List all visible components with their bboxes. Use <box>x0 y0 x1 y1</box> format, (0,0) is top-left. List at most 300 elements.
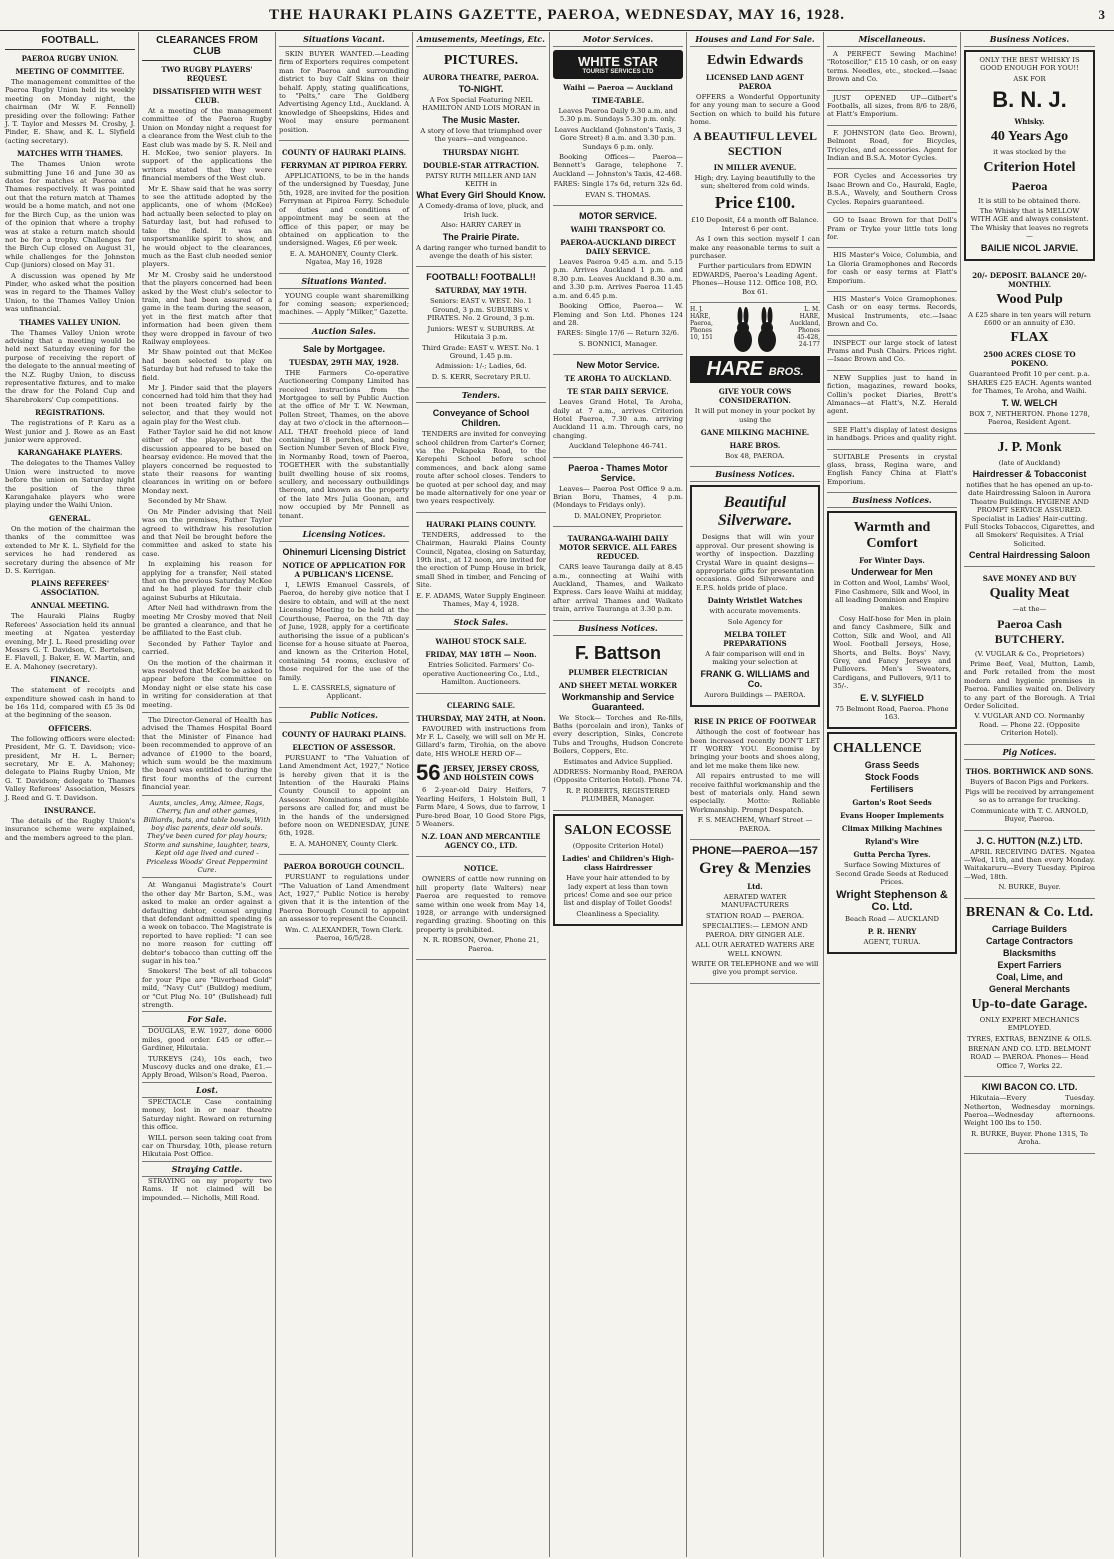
service-line: Coal, Lime, and <box>996 971 1063 982</box>
classified-heading: Business Notices. <box>827 493 957 508</box>
ad-signature: Central Hairdressing Saloon <box>968 550 1091 561</box>
subheading: INSURANCE. <box>44 806 96 816</box>
column-amusements <box>413 32 550 1557</box>
sharemilker-ad <box>279 289 409 324</box>
route: Waihi — Paeroa — Auckland <box>563 83 673 92</box>
ad-signature: D. MALONEY, Proprietor. <box>574 511 662 520</box>
article-paragraph: The following officers were elected: President, Mr G. T. Davidson; vice-president, Mr H. L. Berner; secretary, Mr E. A. Mahoney; delegate to Plains Rugby Union, Mr G. T. Davidson; delegate to Thames Valley Referees' Association, Messrs J. Reed and G. T. Davidson. <box>5 734 135 802</box>
product-line: Garton's Root Seeds <box>852 798 932 808</box>
clearing-sale-ad <box>416 694 546 858</box>
ad-text: OFFERS a Wonderful Opportunity for any young man to secure a Good Section on which to build his future home. <box>690 93 820 127</box>
ad-text: APPLICATIONS, to be in the hands of the undersigned by Tuesday, June 5th, 1928, are invited for the position Ferryman at Pipiroa Ferry. Schedule of duties and conditions of appointment may be seen at the office of this paper, or may be obtained on application to the undersigned. Wages, £6 per week. <box>279 172 409 248</box>
article-paragraph: Seconded by Mr Shaw. <box>148 497 227 506</box>
divider <box>142 795 272 796</box>
ad-title: MOTOR SERVICE. <box>579 211 657 222</box>
logo-subtext: BROS. <box>768 366 804 379</box>
timetable-heading: TIME-TABLE. <box>591 96 645 105</box>
ad-text: It is still to be obtained there. <box>978 196 1081 205</box>
warmth-comfort-ad <box>827 511 957 729</box>
ad-text: A £25 share in ten years will return £600 or an annuity of £30. <box>968 310 1091 328</box>
ad-text: —at the— <box>1012 605 1047 614</box>
tobacco-ad: Smokers! The best of all tobaccos for your Pipe are "Riverhead Gold" mild, "Navy Cut" (Bulldog) medium, or "Cut Plug No. 10" (Bullshead) full strength. <box>142 967 272 1010</box>
ad-text: in Cotton and Wool, Lambs' Wool, Fine Cashmere, Silk and Wool, in all leading Dominion and Empire makes. <box>833 579 951 613</box>
ad-signature: E. F. ADAMS, Water Supply Engineer. Thames, May 4, 1928. <box>416 591 546 609</box>
classified-heading: Stock Sales. <box>416 615 546 630</box>
ad-date: THURSDAY, MAY 24TH, at Noon. <box>416 713 546 723</box>
kiwi-bacon-ad <box>964 1077 1095 1153</box>
ad-subtitle: MELBA TOILET PREPARATIONS <box>723 629 787 648</box>
ad-text: TENDERS, addressed to the Chairman, Hauraki Plains County Council, Ngatea, closing on Saturday, 19th inst., at 12 noon, are invited for the erection of Pump House in brick, small Shed in timber, and Fencing of Site. <box>416 530 546 590</box>
ad-text: WRITE OR TELEPHONE and we will give you prompt service. <box>691 959 819 977</box>
classified-heading: Miscellaneous. <box>827 32 957 47</box>
ad-text: NEW Supplies just to hand in fiction, magazines, reward books, Collin's pocket Diaries, Brett's Almanacs—at Flatt's, N.Z. Herald agent. <box>827 373 957 416</box>
ad-text: Cleanliness a Speciality. <box>576 909 660 918</box>
ad-subtitle: AND SHEET METAL WORKER <box>558 680 678 690</box>
ad-text: FOR Cycles and Accessories try Isaac Brown and Co., Hauraki, Eagle, B.S.A., Wavely, and Southern Cross Cycles. Repairs guaranteed. <box>827 172 957 206</box>
football-fixture-ad <box>416 267 546 388</box>
ad-text: A Comedy-drama of love, pluck, and Irish luck. <box>418 202 544 219</box>
ad-text: Third Grade: EAST v. WEST. No. 1 Ground, 1.45 p.m. <box>422 343 540 360</box>
ad-subtitle: 2500 ACRES CLOSE TO POKENO. <box>983 350 1076 369</box>
misc-ad <box>827 91 957 126</box>
ad-title: PAEROA BOROUGH COUNCIL. <box>283 862 405 872</box>
waihou-stock-sale-ad <box>416 630 546 693</box>
subheading: TWO RUGBY PLAYERS' REQUEST. <box>161 65 253 83</box>
ad-text: FARES: Single 17/6 — Return 32/6. <box>557 329 679 338</box>
hare-logo <box>690 356 820 383</box>
service-line: General Merchants <box>988 983 1071 994</box>
columns <box>2 32 1112 1557</box>
ad-text: TENDERS are invited for conveying school children from Carter's Corner, via the Pekapeka Road, to the Kerepehi School before school commences, and back along same route after school closes. Tenders to be quoted at per school day, and may be made alternatively for one year or two years respectively. <box>416 430 547 506</box>
ad-title: COUNTY OF HAURAKI PLAINS. <box>281 729 407 739</box>
classified-heading: Licensing Notices. <box>279 527 409 542</box>
ad-signature: EVAN S. THOMAS. <box>585 190 651 199</box>
tauranga-waihi-ad <box>553 527 683 620</box>
column-clearances <box>139 32 276 1557</box>
ad-signature: Wm. C. ALEXANDER, Town Clerk. Paeroa, 16/5/28. <box>284 925 404 943</box>
ad-title: PICTURES. <box>443 53 519 68</box>
ad-text: A PERFECT Sewing Machine! "Rotoscillor," £15 10 cash, or on easy terms. Needles, etc., stocked.—Isaac Brown and Co. <box>827 50 957 84</box>
ad-text: SUITABLE Presents in crystal glass, brass, Regina ware, and English Fancy China at Flatt's Emporium. <box>827 452 957 486</box>
column-miscellaneous <box>824 32 961 1557</box>
ad-text: notifies that he has opened an up-to-date Hairdressing Saloon in Aurora Theatre Buildings. HYGIENE AND PROMPT SERVICE ASSURED. Specialist in Ladies' Hair-cutting. Full Stocks Tobaccos, Cigarettes, and all Smokers' Requisites. A Trial Solicited. <box>964 480 1095 548</box>
ad-text: I, LEWIS Emanuel Cassrels, of Paeroa, do hereby give notice that I desire to obtain, and will at the next Licensing Meeting to be held at the Courthouse, Paeroa, on the 7th day of June, 1928, apply for a certificate authorising the issue of a publican's license for a house situate at Paeroa, and known as the Criterion Hotel, containing 54 rooms, exclusive of those required for the use of the family. <box>279 581 409 682</box>
ad-subtitle: Ltd. <box>747 882 763 892</box>
service-line: Carriage Builders <box>991 923 1068 934</box>
ad-signature: T. W. WELCH <box>1001 397 1058 408</box>
masthead-title: THE HAURAKI PLAINS GAZETTE, PAEROA, WEDNESDAY, MAY 16, 1928. <box>268 6 846 23</box>
herd-number: 56 <box>416 760 441 786</box>
silverware-ad <box>690 485 820 707</box>
skin-buyer-ad <box>279 47 409 141</box>
agent-name: P. R. HENRY <box>867 926 917 936</box>
subheading: FINANCE. <box>50 675 90 685</box>
ad-title: FOOTBALL! FOOTBALL!! <box>426 272 536 283</box>
ad-text: TYRES, EXTRAS, BENZINE & OILS. <box>967 1034 1092 1043</box>
article-paragraph: The delegates to the Thames Valley Union were instructed to move before the union on Saturday night the position of the three Karangahake players who were playing under the Waihi Union. <box>5 459 135 510</box>
auctioneer: N.Z. LOAN AND MERCANTILE AGENCY CO., LTD. <box>421 832 541 851</box>
misc-ad <box>827 248 957 292</box>
ad-text: Designs that will win your approval. Our present showing is worthy of inspection. Dazzling Crystal Ware in quaint designs—appropriate gifts for presentation occasions. Good Silverware and E.P.S. holds pride of place. <box>696 533 814 592</box>
article-paragraph: On the motion of the chairman it was resolved that McKee be asked to appear before the committee on Monday night or else state his case in writing for consideration at that meeting. <box>142 658 272 709</box>
ad-phone: PHONE—PAEROA—157 <box>692 845 818 858</box>
ad-text: PURSUANT to "The Valuation of Land Amendment Act, 1927," Notice is hereby given that it is the Intention of the Hauraki Plains County Council to appoint an Assessor. Nominations of eligible persons are called for, and must be in the hands of the undersigned before noon on WEDNESDAY, JUNE 6th, 1928. <box>279 753 409 838</box>
divider <box>142 712 272 713</box>
ad-text: Although the cost of footwear has been increased recently DON'T LET IT WORRY YOU. Economise by bringing your boots and shoes along, and let me make them like new. <box>690 728 820 770</box>
ad-title: RISE IN PRICE OF FOOTWEAR <box>693 717 817 727</box>
salon-ecosse-ad <box>553 814 683 926</box>
ad-subtitle: WAIHI TRANSPORT CO. <box>570 225 666 235</box>
ad-text: Buyers of Bacon Pigs and Porkers. <box>970 777 1089 786</box>
product-line: Climax Milking Machines <box>841 824 943 834</box>
ad-signature: Wright Stephenson & Co. Ltd. <box>836 888 948 913</box>
classified-heading: Straying Cattle. <box>142 1161 272 1177</box>
licensing-ad <box>279 542 409 708</box>
ad-subtitle: Whisky. <box>1014 117 1045 127</box>
subheading: ANNUAL MEETING. <box>30 601 110 611</box>
ad-title: Edwin Edwards <box>706 53 804 68</box>
column-business-notices <box>961 32 1098 1557</box>
ad-text: GO to Isaac Brown for that Doll's Pram or Tryke your little tots long for. <box>827 216 957 241</box>
battson-ad <box>553 636 683 811</box>
misc-ad <box>827 292 957 336</box>
ad-signature: E. A. MAHONEY, County Clerk. <box>289 839 399 848</box>
ad-signature: N. R. ROBSON, Owner, Phone 21, Paeroa. <box>422 936 540 953</box>
article-paragraph: At Wanganui Magistrate's Court the other day Mr Barton, S.M., was asked to make an order against a defaulting debtor, counsel arguing that defendant admitted spending 6s a week on tobacco. The Magistrate is reported to have replied: "I can see no more reason for cutting off debtor's tobacco than cutting off the sugar in his tea." <box>142 881 272 965</box>
ad-text: A story of love that triumphed over the years—and vengeance. <box>420 126 542 144</box>
ad-text: Aurora Buildings — PAEROA. <box>704 690 806 699</box>
ad-subtitle: For Winter Days. <box>859 556 925 566</box>
ad-subtitle: TE STAR DAILY SERVICE. <box>567 387 669 397</box>
ad-text: It will put money in your pocket by using the <box>694 407 816 424</box>
ad-title: TAURANGA-WAIHI DAILY MOTOR SERVICE. ALL FARES REDUCED. <box>559 534 677 562</box>
article-paragraph: A discussion was opened by Mr Pinder, who asked what the position was in regard to the Thames Valley Union, to the Thames Valley Union was unfinancial. <box>5 271 135 314</box>
footwear-ad <box>690 710 820 840</box>
contact-right: L. M. HARE, Auckland, Phones 45-428, 24-177 <box>790 306 821 349</box>
ad-text: Leaves Paeroa Daily 9.30 a.m. and 5.30 p.m. Sundays 5.30 p.m. only. <box>558 107 678 124</box>
ad-signature: S. BONNICI, Manager. <box>578 339 658 348</box>
classified-heading: Business Notices. <box>553 621 683 636</box>
edwin-edwards-ad <box>690 47 820 303</box>
ad-text: Have your hair attended to by lady expert at less than town prices! Come and see our price list and display of Toilet Goods! <box>563 874 673 908</box>
ad-text: Communicate with T. C. ARNOLD, Buyer, Paeroa. <box>970 806 1089 824</box>
ad-title: Ohinemuri Licensing District <box>282 547 406 558</box>
hare-contacts <box>690 306 820 356</box>
film-title: The Prairie Pirate. <box>442 231 520 242</box>
hare-rabbits-icon <box>725 306 785 356</box>
article-paragraph: Mr E. Shaw said that he was sorry to see the attitude adopted by the applicants, one of whom (McKee) had actually been selected to play on Saturday last, but had refused to take the field. It was an unsportsmanlike spirit to show, and he would object to the clearances, much as the East club needed senior players. <box>142 184 272 269</box>
article-paragraph: On the motion of the chairman the thanks of the committee was extended to Mr K. L. Slyfield for the services he had rendered as secretary during the absence of Mr D. S. Kerrigan. <box>5 524 135 575</box>
ad-text: Booking Offices— Paeroa—Bennett's Garage, telephone 7. Auckland — Johnston's Taxis, 42-468. <box>553 153 683 178</box>
ad-subtitle: NOTICE OF APPLICATION FOR A PUBLICAN'S LICENSE. <box>282 561 406 580</box>
ad-signature: E. V. SLYFIELD <box>860 692 924 703</box>
ad-headline: A BEAUTIFUL LEVEL SECTION <box>692 128 818 158</box>
ad-subtitle: Ladies' and Children's High-class Hairdresser <box>562 854 674 873</box>
ad-title: THOS. BORTHWICK AND SONS. <box>965 766 1094 776</box>
ad-subtitle: ELECTION OF ASSESSOR. <box>292 742 396 752</box>
butchery-ad <box>964 567 1095 744</box>
subheading: PAEROA RUGBY UNION. <box>21 54 119 63</box>
misc-ad <box>827 423 957 450</box>
ad-text: ASK FOR <box>1013 74 1046 83</box>
classified-ad: SPECTACLE Case containing money, lost in or near theatre Saturday night. Reward on returning this office. <box>142 1097 272 1132</box>
brand-name: B. N. J. <box>992 87 1067 113</box>
herd-desc: JERSEY, JERSEY CROSS, AND HOLSTEIN COWS <box>443 764 540 783</box>
ad-text: Pigs will be received by arrangement so as to arrange for trucking. <box>965 788 1094 805</box>
ad-subtitle: TO-NIGHT. <box>458 84 504 94</box>
ad-title: J. C. HUTTON (N.Z.) LTD. <box>976 835 1083 846</box>
ad-signature: BAILIE NICOL JARVIE. <box>980 242 1079 253</box>
ad-text: Juniors: WEST v. SUBURBS. At Hikutaia 3 p.m. <box>427 324 535 342</box>
ad-signature: R. P. ROBERTS, REGISTERED PLUMBER, Manager. <box>566 786 670 804</box>
ad-title: WAIHOU STOCK SALE. <box>435 637 527 647</box>
ad-subtitle: PLUMBER ELECTRICIAN <box>568 667 668 677</box>
logo-text: HARE <box>706 358 764 381</box>
ad-text: PURSUANT to regulations under "The Valuation of Land Amendment Act, 1927," Public Notice is hereby given that it is the intention of the Paeroa Borough Council to appoint an assessor to represent the Council. <box>279 873 409 924</box>
misc-ad <box>827 450 957 494</box>
article-paragraph: The Thames Valley Union wrote advising that a meeting would be held next Saturday evening for the purpose of receiving the report of the delegate to the annual meeting of the N.Z. Rugby Union, to discuss representative fixtures, and to make the draw for the Poland Cup and Sharebrokers' Cup competitions. <box>5 328 135 404</box>
ad-title: SALON ECOSSE <box>564 822 672 838</box>
ad-slogan: Workmanship and Service Guaranteed. <box>561 691 675 712</box>
ad-text: PATSY RUTH MILLER AND IAN KEITH in <box>425 171 537 189</box>
classified-heading: Business Notices. <box>690 467 820 482</box>
article-paragraph: The statement of receipts and expenditure showed cash in hand to be 16s 11d, compared with £5 3s 0d at the beginning of the season. <box>5 686 135 720</box>
subheading: THAMES VALLEY UNION. <box>19 317 121 327</box>
ad-text: Prime Beef, Veal, Mutton, Lamb, and Pork retailed from the most modern and hygienic premises in Paeroa. Families waited on. Delivery to any part of the Borough. A Trial Order Solicited. <box>964 659 1095 710</box>
ad-text: Surface Sowing Mixtures of Second Grade Seeds at Reduced Prices. <box>835 861 949 887</box>
article-paragraph: After Neil had withdrawn from the meeting Mr Crosby moved that Neil be granted a clearance, and that he be affiliated to the East club. <box>142 604 272 638</box>
ad-text: Hikutaia—Every Tuesday. Netherton, Wednesday mornings. Paeroa—Wednesday afternoons. Weight 100 lbs to 150. <box>964 1094 1095 1128</box>
column-motor-services <box>550 32 687 1557</box>
ad-title: Warmth and Comfort <box>853 520 931 552</box>
service-line: Expert Farriers <box>997 959 1062 970</box>
ad-title: BRENAN & Co. Ltd. <box>965 904 1094 920</box>
article-paragraph: The management committee of the Paeroa Rugby Union held its weekly meeting on Monday night, the chairman (Mr W. F. Fennell) presiding over the following: Father J. T. Taylor and Messrs M. Crosby, J. Pinder, E. Shaw, and K. L. Slyfield (acting secretary). <box>5 78 135 145</box>
ad-text: THE Farmers Co-operative Auctioneering Company Limited has received instructions from the Mortgagee to sell by Public Auction at the office of Mr T. W. Newman, Pollen Street, Thames, on the above day at two o'clock in the afternoon— ALL THAT freehold piece of land containing 18 perches, and being Section Number Seven of Block Five, in Normanby Road, town of Paeroa, TOGETHER with the substantially built dwelling house of six rooms, scullery, and necessary outbuildings thereon, and known as the property of the late Mrs Julia Goonan, and now occupied by Mr Pennell as tenant. <box>279 368 409 520</box>
logo-subtext: TOURIST SERVICES LTD <box>582 69 654 75</box>
ad-text: Further particulars from EDWIN EDWARDS, Paeroa's Leading Agent. Phones—House 112. Office 108, P.O. Box 61. <box>692 262 818 296</box>
product-line: Evans Hooper Implements <box>840 811 944 821</box>
classified-ad: DOUGLAS, E.W. 1927, done 6000 miles, good order. £45 or offer.—Gardiner, Hikutaia. <box>142 1027 272 1053</box>
classified-heading: Public Notices. <box>279 708 409 723</box>
ad-text: ONLY EXPERT MECHANICS EMPLOYED. <box>979 1015 1080 1033</box>
misc-ad <box>827 47 957 91</box>
ad-title: CLEARING SALE. <box>446 700 516 710</box>
challenge-seeds-ad <box>827 732 957 954</box>
ad-title: COUNTY OF HAURAKI PLAINS. <box>281 148 407 158</box>
monk-hairdresser-ad <box>964 434 1095 568</box>
ad-text: 75 Belmont Road, Paeroa. Phone 163. <box>835 704 949 721</box>
ad-headline: Underwear for Men <box>851 567 933 578</box>
ad-title: Conveyance of School Children. <box>432 408 530 429</box>
subheading: OFFICERS. <box>48 723 92 733</box>
grey-menzies-ad <box>690 840 820 984</box>
borough-council-ad <box>279 855 409 949</box>
school-conveyance-ad <box>416 403 546 513</box>
new-motor-service-ad <box>553 355 683 457</box>
ad-text: ALL OUR AERATED WATERS ARE WELL KNOWN. <box>695 941 815 958</box>
ad-text: F. JOHNSTON (late Geo. Brown), Belmont Road, for Bicycles, Tricycles, and accessories. Agent for Indian and B.S.A. Motor Cycles. <box>827 128 957 163</box>
article-paragraph: The Hauraki Plains Rugby Referees' Association held its annual meeting at Ngatea yesterday evening, Mr J. L. Reed presiding over Messrs G. T. Davidson, C. Bertelsen, E. Flavell, J. Baker, E. W. Martin, and E. A. Mahoney (secretary). <box>5 612 135 671</box>
misc-ad <box>827 126 957 170</box>
article-paragraph: The Director-General of Health has advised the Thames Hospital Board that the Minister of Finance had been recommended to approve of an advance of £1900 to the board, which sum would be the maximum the board was entitled to during the first four months of the current financial year. <box>142 716 272 792</box>
ad-title: Sale by Mortgagee. <box>302 343 386 354</box>
ad-text: We Stock— Torches and Re-fills, Baths (porcelain and iron), Tanks of every description, Sinks, Concrete Tubs and Troughs, Hudson Concrete Boilers, Coppers, Etc. <box>553 713 683 756</box>
subheading: KARANGAHAKE PLAYERS. <box>17 448 123 458</box>
ad-signature: N. BURKE, Buyer. <box>998 883 1061 892</box>
ad-title: Grey & Menzies <box>699 860 811 878</box>
hauraki-tender-ad <box>416 513 546 616</box>
ad-text: JUST OPENED UP—Gilbert's Footballs, all sizes, from 8/6 to 28/6, at Flatt's Emporium. <box>827 93 957 119</box>
classified-heading: Auction Sales. <box>279 324 409 339</box>
ad-text: Beach Road — AUCKLAND <box>845 914 939 923</box>
ad-title: HAURAKI PLAINS COUNTY. <box>426 519 536 529</box>
article-paragraph: The details of the Rugby Union's insurance scheme were explained, and the members agreed to the plan. <box>5 817 135 842</box>
ad-text: Leaves— Paeroa Post Office 9 a.m. Brian Boru, Thames, 4 p.m. (Mondays to Fridays only). <box>553 484 683 510</box>
subheading: GENERAL. <box>49 513 91 523</box>
ad-text: YOUNG couple want sharemilking for coming season; experienced; machines. — Apply "Milker," Gazette. <box>279 291 409 317</box>
ad-text: INSPECT our large stock of latest Prams and Push Chairs. Prices right.—Isaac Brown and Co. <box>827 338 957 364</box>
ad-text: AGENT, TURUA. <box>863 937 921 946</box>
ad-text: A Fox Special Featuring NEIL HAMILTON AND LOIS MORAN in <box>422 96 540 113</box>
ad-title: Paeroa - Thames Motor Service. <box>568 462 668 483</box>
subheading: REGISTRATIONS. <box>35 408 105 418</box>
shop-name: Paeroa Cash BUTCHERY. <box>994 616 1065 646</box>
ad-title: KIWI BACON CO. LTD. <box>981 1082 1078 1093</box>
ad-title: J. P. Monk <box>997 439 1062 455</box>
price: Price £100. <box>714 193 796 213</box>
subheading: MEETING OF COMMITTEE. <box>15 67 125 76</box>
ad-date: SATURDAY, MAY 19TH. <box>435 286 527 296</box>
classified-heading: Motor Services. <box>553 32 683 47</box>
white-star-logo <box>553 50 683 79</box>
ad-text: ADDRESS: Normanby Road, PAEROA (Opposite Criterion Hotel). Phone 74. <box>553 768 683 785</box>
product-line: Stock Foods <box>864 772 919 783</box>
section-heading: FOOTBALL. <box>5 32 135 50</box>
ad-text: As I own this section myself I can make any reasonable terms to suit a purchaser. <box>690 235 820 261</box>
wood-pulp-ad <box>964 264 1095 434</box>
classified-ad: TURKEYS (24), 10s each, two Muscovy ducks and one drake, £1.— Apply Broad, Wilson's Road, Paeroa. <box>142 1054 272 1080</box>
ad-subtitle: Hairdresser & Tobacconist <box>972 468 1087 479</box>
ad-subtitle: TE AROHA TO AUCKLAND. <box>564 374 672 384</box>
ad-signature: BRENAN AND CO. LTD. BELMONT ROAD — PAEROA. Phones— Head Office 7, Works 22. <box>968 1044 1091 1070</box>
classified-heading: Pig Notices. <box>964 745 1095 760</box>
ad-text: A fair comparison will end in making your selection at <box>705 649 805 667</box>
verse-ad: Aunts, uncles, Amy, Aimee, Rags, Cherry, fun and other games, Billiards, bats, and table bowls, With boy disc parents, dear old souls. They've been cured for play hours; Storm and sunshine, laughter, tears, Kept old age lived and cured - Priceless Woods' Great Peppermint Cure. <box>143 798 271 874</box>
ad-subtitle: PAEROA-AUCKLAND DIRECT DAILY SERVICE. <box>560 238 676 257</box>
ad-text: Leaves Grand Hotel, Te Aroha, daily at 7 a.m., arrives Criterion Hotel Paeroa, 7.30 a.m. arriving Auckland 11 a.m. Through cars, no changing. <box>553 398 683 440</box>
misc-ad <box>827 336 957 371</box>
ad-text: Admission: 1/-; Ladies, 6d. <box>435 362 527 371</box>
classified-heading: For Sale. <box>142 1011 272 1027</box>
ad-signature: HARE BROS. <box>729 440 781 450</box>
product-line: Ryland's Wire <box>864 837 919 847</box>
ad-text: ONLY THE BEST WHISKY IS GOOD ENOUGH FOR YOU!! <box>979 56 1080 73</box>
article-paragraph: Mr Shaw pointed out that McKee had been selected to play on Saturday but had refused to take the field. <box>142 348 272 382</box>
ad-title: New Motor Service. <box>576 360 660 371</box>
ad-title: F. Battson <box>574 642 661 663</box>
article-paragraph: In explaining his reason for applying for a transfer, Neil stated that on the previous Saturday McKee and he had played for their club against Suburbs at Hikutaia. <box>142 560 272 602</box>
article-paragraph: Seconded by Father Taylor and carried. <box>142 639 272 657</box>
ad-text: Also: HARRY CAREY in <box>440 221 521 230</box>
ad-date: FRIDAY, MAY 18TH — Noon. <box>425 650 537 660</box>
subheading: PLAINS REFEREES' ASSOCIATION. <box>31 579 109 598</box>
column-houses-land <box>687 32 824 1557</box>
classified-heading: Situations Wanted. <box>279 274 409 289</box>
ad-text: APRIL RECEIVING DATES. Ngatea—Wed, 11th, and then every Monday. Waitakaruru—Every Tuesday. Pipiroa—Wed, 18th. <box>964 847 1095 881</box>
theatre-name: AURORA THEATRE, PAEROA. <box>423 73 539 82</box>
white-star-ad <box>553 47 683 206</box>
ad-text: Guaranteed Profit 10 per cent. p.a. SHARES £25 EACH. Agents wanted for Thames, Te Aroha, and Waihi. <box>967 370 1092 396</box>
classified-ad: WILL person seen taking coat from car on Thursday, 10th, please return Hikutaia Post Office. <box>142 1133 272 1159</box>
subheading: DISSATISFIED WITH WEST CLUB. <box>152 87 262 105</box>
ad-text: SKIN BUYER WANTED.—Leading firm of Exporters requires competent man for Paeroa and surrounding district to buy Calf Skins on their behalf. Apply, stating qualifications, to "Pelts," care The Goldberg Advertising Agency Ltd., Auckland. A knowledge of Sheepskins, Hides and Wool may ensure permanent position. <box>279 50 409 134</box>
classified-heading: Houses and Land For Sale. <box>690 32 820 47</box>
column-football <box>2 32 139 1557</box>
ad-text: HIS Master's Voice Gramophones. Cash or on easy terms. Records, Musical Instruments, etc.—Isaac Brown and Co. <box>827 294 957 329</box>
ad-text: Seniors: EAST v. WEST. No. 1 Ground, 3 p.m. SUBURBS v. PIRATES. No. 2 Ground, 3 p.m. <box>427 297 535 323</box>
ad-text: STATION ROAD — PAEROA. <box>706 911 804 920</box>
service-line: Blacksmiths <box>1002 947 1057 958</box>
ad-signature: R. BURKE, Buyer. Phone 131S, Te Aroha. <box>970 1129 1089 1147</box>
page-number: 3 <box>1098 7 1106 22</box>
ad-signature: L. E. CASSRELS, signature of Applicant. <box>292 683 396 701</box>
ad-subtitle: DOUBLE-STAR ATTRACTION. <box>422 160 540 170</box>
ferryman-ad <box>279 141 409 273</box>
ad-text: Estimates and Advice Supplied. <box>563 757 673 766</box>
classified-heading: Situations Vacant. <box>279 32 409 47</box>
misc-ad <box>827 213 957 248</box>
classified-heading: Lost. <box>142 1082 272 1098</box>
town-name: Paeroa <box>1011 178 1048 193</box>
ad-title: NOTICE. <box>463 864 499 874</box>
article-paragraph: The Thames Union wrote submitting June 16 and June 30 as dates for matches at Paeroa and Thames respectively. It was pointed out that the return match at Thames would be a home match, and not one for the Birch Cup, as the union was of the opinion that where a trophy was at stake a return match should not be for a trophy. Challenges for the Birch Cup closed on August 31, while challenges for the Johnston Cup (juniors) closed on May 31. <box>5 160 135 270</box>
ad-text: (Opposite Criterion Hotel) <box>572 841 664 850</box>
ad-text: 6 2-year-old Dairy Heifers, 7 Yearling Heifers, 1 Holstein Bull, 1 Farm Mare, 4 Sows, due to farrow, 1 Pure-bred Boar, 10 Good Store Pigs, 5 Weaners. <box>416 786 546 828</box>
ad-slogan: SAVE MONEY AND BUY <box>982 574 1077 584</box>
ad-text: Cosy Half-hose for Men in plain and fancy Cashmere, Silk and Cotton, Silk and Wool, and All Wool. Football Jerseys, Hose, Shorts, and Belts. Boys' Navy, Grey, and Fancy Jerseys and Pullovers. Men's Sweaters, Cardigans, and Pullovers, 9/11 to 35/-. <box>833 614 951 691</box>
ad-title: Quality Meat <box>989 586 1070 602</box>
ad-signature: E. A. MAHONEY, County Clerk. Ngatea, May 16, 1928 <box>289 249 399 267</box>
ad-subtitle: Dainty Wristlet Watches <box>707 596 803 606</box>
column-situations <box>276 32 413 1557</box>
hutton-ad <box>964 831 1095 899</box>
ad-text: Box 48, PAEROA. <box>725 451 785 460</box>
ad-text: £10 Deposit, £4 a month off Balance. Interest 6 per cent. <box>691 216 819 233</box>
herd-count <box>416 760 546 786</box>
classified-ad: STRAYING on my property two Rams. If not claimed will be impounded.— Nicholls, Mill Road. <box>142 1176 272 1202</box>
ad-title: Wood Pulp <box>996 291 1063 307</box>
classified-heading: Amusements, Meetings, Etc. <box>416 32 546 47</box>
ad-subtitle: FERRYMAN AT PIPIROA FERRY. <box>280 161 408 171</box>
bnj-whisky-ad <box>964 50 1095 261</box>
ad-headline: 40 Years Ago <box>990 129 1069 145</box>
ad-signature: F. S. MEACHEM, Wharf Street — PAEROA. <box>697 816 813 833</box>
ad-text: SEE Flatt's display of latest designs in handbags. Prices and quality right. <box>827 425 957 443</box>
misc-ad <box>827 169 957 213</box>
pictures-ad <box>416 47 546 267</box>
film-title: The Music Master. <box>442 114 520 125</box>
paeroa-thames-ad <box>553 458 683 528</box>
ad-text: FAVOURED with instructions from Mr F. L. Casely, we will sell on Mr H. Gillard's farm, Tirohia, on the above date, HIS WHOLE HERD OF— <box>416 724 546 758</box>
article-paragraph: Mr J. Pinder said that the players concerned had told him that they had not been treated fairly by the selector, and that they would not again play for the West club. <box>142 384 272 426</box>
classified-heading: Business Notices. <box>964 32 1095 47</box>
service-line: Cartage Contractors <box>985 935 1074 946</box>
article-paragraph: Father Taylor said he did not know either of the players, but the discussion appeared to be based on hearsay evidence. He moved that the players concerned be requested to state their reasons for wanting clearances in writing on or before Monday next. <box>142 428 272 495</box>
ad-signature: V. VUGLAR AND CO. Normanby Road. — Phone 22. (Opposite Criterion Hotel). <box>974 712 1085 738</box>
ad-text: (V. VUGLAR & Co., Proprietors) <box>974 649 1085 658</box>
article-paragraph: On Mr Pinder advising that Neil was on the premises, Father Taylor agreed to withdraw his resolution and that Neil be brought before the committee and asked to state his case. <box>142 507 272 558</box>
